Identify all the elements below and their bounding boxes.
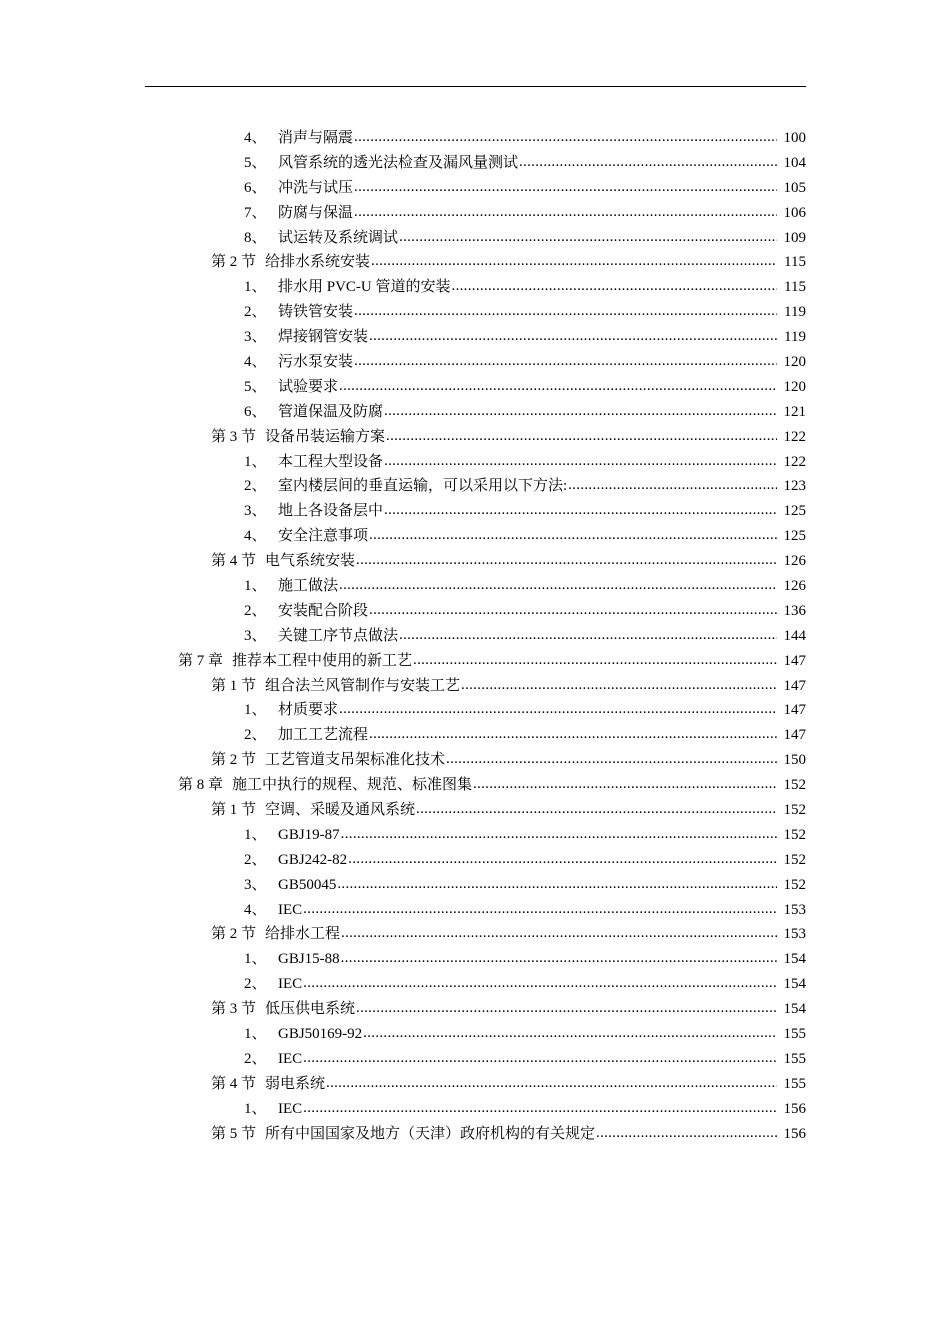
toc-page-number: 154	[783, 976, 806, 993]
toc-entry-title: IEC	[278, 1100, 303, 1117]
toc-entry-title: 电气系统安装	[265, 553, 356, 570]
toc-entry-number: 1、	[244, 1026, 267, 1042]
toc-dot-leader	[446, 753, 777, 768]
toc-dot-leader	[399, 629, 777, 644]
toc-page-number: 106	[783, 204, 806, 221]
toc-entry-number: 1、	[244, 279, 267, 296]
toc-entry-title: IEC	[278, 1050, 303, 1067]
toc-entry-number: 5、	[244, 378, 267, 395]
toc-dot-leader	[303, 1052, 777, 1067]
toc-entry-number: 6、	[244, 179, 267, 196]
toc-entry-title: GBJ15-88	[278, 951, 340, 968]
toc-entry-title: 管道保温及防腐	[278, 403, 384, 420]
toc-dot-leader	[341, 952, 777, 967]
toc-page-number: 147	[783, 727, 806, 744]
toc-dot-leader	[348, 853, 777, 868]
toc-entry-number: 5、	[244, 154, 267, 171]
toc-entry-title: 焊接钢管安装	[278, 329, 369, 346]
toc-page-number: 155	[783, 1075, 806, 1092]
toc-dot-leader	[452, 280, 777, 295]
toc-entry-title: 试验要求	[278, 378, 339, 395]
toc-dot-leader	[413, 654, 777, 669]
toc-dot-leader	[363, 1027, 777, 1042]
toc-dot-leader	[303, 977, 777, 992]
toc-dot-leader	[399, 231, 777, 246]
toc-dot-leader	[339, 579, 777, 594]
toc-page-number: 147	[783, 652, 806, 669]
toc-subsection-entry[interactable]	[0, 176, 950, 201]
toc-entry-title: 施工做法	[278, 577, 339, 594]
toc-page-number: 123	[783, 478, 806, 495]
toc-entry-number: 1、	[244, 577, 267, 594]
toc-section-entry[interactable]	[0, 425, 950, 450]
toc-subsection-entry[interactable]	[0, 1047, 950, 1072]
toc-page-number: 121	[783, 403, 806, 420]
toc-entry-number: 2、	[244, 727, 267, 744]
toc-section-entry[interactable]	[0, 674, 950, 699]
toc-page-number: 119	[784, 304, 806, 321]
toc-entry-title: 安装配合阶段	[278, 602, 369, 619]
toc-page-number: 150	[783, 752, 806, 769]
toc-dot-leader	[303, 1102, 777, 1117]
toc-chapter-entry[interactable]	[0, 773, 950, 798]
toc-page-number: 152	[783, 801, 806, 818]
toc-dot-leader	[303, 903, 777, 918]
toc-dot-leader	[371, 255, 777, 270]
toc-entry-title: 空调、采暖及通风系统	[265, 801, 416, 818]
toc-chapter-entry[interactable]	[0, 649, 950, 674]
toc-section-entry[interactable]	[0, 748, 950, 773]
toc-subsection-entry[interactable]	[0, 848, 950, 873]
toc-entry-title: 低压供电系统	[265, 1001, 356, 1018]
toc-entry-title: GBJ19-87	[278, 826, 340, 843]
toc-subsection-entry[interactable]	[0, 499, 950, 524]
toc-dot-leader	[339, 380, 777, 395]
toc-subsection-entry[interactable]	[0, 898, 950, 923]
toc-entry-number: 3、	[244, 876, 267, 893]
toc-subsection-entry[interactable]	[0, 1097, 950, 1122]
toc-page-number: 122	[783, 453, 806, 470]
toc-subsection-entry[interactable]	[0, 375, 950, 400]
toc-entry-title: 本工程大型设备	[278, 453, 384, 470]
toc-page-number: 115	[784, 254, 806, 271]
toc-entry-number: 第 4 节	[211, 1075, 257, 1092]
toc-section-entry[interactable]	[0, 1072, 950, 1097]
toc-dot-leader	[354, 206, 777, 221]
toc-dot-leader	[384, 455, 777, 470]
toc-page-number: 152	[783, 851, 806, 868]
toc-dot-leader	[369, 330, 777, 345]
toc-entry-number: 4、	[244, 353, 267, 370]
toc-entry-number: 第 2 节	[211, 752, 257, 769]
table-of-contents	[0, 126, 950, 1147]
toc-dot-leader	[356, 1002, 777, 1017]
toc-subsection-entry[interactable]	[0, 450, 950, 475]
toc-entry-number: 2、	[244, 304, 267, 321]
toc-subsection-entry[interactable]	[0, 300, 950, 325]
toc-dot-leader	[369, 529, 777, 544]
toc-page-number: 126	[783, 553, 806, 570]
toc-subsection-entry[interactable]	[0, 723, 950, 748]
toc-dot-leader	[354, 305, 777, 320]
toc-subsection-entry[interactable]	[0, 226, 950, 251]
toc-entry-title: 地上各设备层中	[278, 503, 384, 520]
toc-page-number: 115	[784, 279, 806, 296]
toc-subsection-entry[interactable]	[0, 947, 950, 972]
toc-entry-number: 3、	[244, 503, 267, 520]
toc-entry-title: 排水用 PVC-U 管道的安装	[278, 279, 451, 296]
toc-entry-title: 防腐与保温	[278, 204, 354, 221]
toc-entry-number: 6、	[244, 403, 267, 420]
toc-section-entry[interactable]	[0, 549, 950, 574]
toc-entry-number: 1、	[244, 1100, 267, 1117]
toc-entry-title: 组合法兰风管制作与安装工艺	[265, 677, 461, 694]
toc-entry-title: 工艺管道支吊架标准化技术	[265, 752, 446, 769]
toc-dot-leader	[369, 604, 777, 619]
toc-subsection-entry[interactable]	[0, 201, 950, 226]
toc-entry-title: 设备吊装运输方案	[265, 428, 386, 445]
toc-subsection-entry[interactable]	[0, 574, 950, 599]
toc-dot-leader	[341, 828, 777, 843]
toc-entry-number: 第 7 章	[178, 652, 224, 669]
toc-page-number: 125	[783, 503, 806, 520]
toc-entry-number: 第 1 节	[211, 677, 257, 694]
toc-entry-title: 给排水工程	[265, 926, 341, 943]
toc-entry-title: 消声与隔震	[278, 129, 354, 146]
toc-dot-leader	[386, 430, 777, 445]
toc-entry-number: 第 8 章	[178, 777, 224, 794]
toc-page-number: 109	[783, 229, 806, 246]
toc-subsection-entry[interactable]	[0, 873, 950, 898]
toc-dot-leader	[568, 479, 777, 494]
toc-page-number: 120	[783, 378, 806, 395]
toc-page-number: 155	[783, 1026, 806, 1042]
toc-entry-title: 施工中执行的规程、规范、标准图集	[232, 777, 473, 794]
toc-entry-number: 3、	[244, 627, 267, 644]
toc-page-number: 105	[783, 179, 806, 196]
toc-entry-number: 第 3 节	[211, 428, 257, 445]
toc-entry-title: 加工工艺流程	[278, 727, 369, 744]
toc-entry-number: 第 4 节	[211, 553, 257, 570]
toc-dot-leader	[416, 803, 777, 818]
toc-entry-title: 推荐本工程中使用的新工艺	[232, 652, 413, 669]
toc-dot-leader	[519, 156, 777, 171]
toc-subsection-entry[interactable]	[0, 474, 950, 499]
toc-entry-title: 安全注意事项	[278, 528, 369, 545]
toc-subsection-entry[interactable]	[0, 698, 950, 723]
toc-subsection-entry[interactable]	[0, 325, 950, 350]
toc-subsection-entry[interactable]	[0, 275, 950, 300]
toc-page-number: 100	[783, 129, 806, 146]
toc-entry-title: 风管系统的透光法检查及漏风量测试	[278, 154, 519, 171]
toc-page-number: 152	[783, 826, 806, 843]
toc-page-number: 122	[783, 428, 806, 445]
toc-entry-number: 2、	[244, 602, 267, 619]
toc-section-entry[interactable]	[0, 923, 950, 948]
toc-section-entry[interactable]	[0, 997, 950, 1022]
toc-entry-title: 试运转及系统调试	[278, 229, 399, 246]
toc-dot-leader	[384, 504, 777, 519]
toc-dot-leader	[354, 131, 777, 146]
toc-entry-title: 所有中国国家及地方（天津）政府机构的有关规定	[265, 1125, 596, 1142]
toc-dot-leader	[354, 355, 777, 370]
toc-dot-leader	[341, 927, 777, 942]
toc-dot-leader	[354, 181, 777, 196]
toc-dot-leader	[384, 405, 777, 420]
toc-entry-title: IEC	[278, 901, 303, 918]
toc-page-number: 120	[783, 353, 806, 370]
toc-page-number: 144	[783, 627, 806, 644]
header-rule	[145, 86, 806, 87]
toc-entry-title: GB50045	[278, 876, 337, 893]
toc-subsection-entry[interactable]	[0, 823, 950, 848]
toc-entry-number: 4、	[244, 528, 267, 545]
toc-entry-title: 污水泵安装	[278, 353, 354, 370]
toc-subsection-entry[interactable]	[0, 400, 950, 425]
toc-section-entry[interactable]	[0, 1122, 950, 1147]
toc-page-number: 154	[783, 1001, 806, 1018]
toc-subsection-entry[interactable]	[0, 350, 950, 375]
toc-entry-number: 第 5 节	[211, 1125, 257, 1142]
toc-dot-leader	[369, 728, 777, 743]
toc-entry-number: 4、	[244, 129, 267, 146]
toc-page-number: 153	[783, 901, 806, 918]
toc-entry-title: IEC	[278, 976, 303, 993]
toc-entry-number: 1、	[244, 826, 267, 843]
toc-subsection-entry[interactable]	[0, 524, 950, 549]
toc-page-number: 156	[783, 1100, 806, 1117]
toc-entry-title: 给排水系统安装	[265, 254, 371, 271]
toc-subsection-entry[interactable]	[0, 624, 950, 649]
toc-page-number: 156	[783, 1125, 806, 1142]
toc-subsection-entry[interactable]	[0, 599, 950, 624]
toc-entry-title: 弱电系统	[265, 1075, 326, 1092]
toc-entry-number: 1、	[244, 951, 267, 968]
toc-entry-number: 第 3 节	[211, 1001, 257, 1018]
toc-entry-number: 第 2 节	[211, 254, 257, 271]
toc-page-number: 154	[783, 951, 806, 968]
toc-section-entry[interactable]	[0, 250, 950, 275]
toc-entry-number: 第 2 节	[211, 926, 257, 943]
toc-entry-title: GBJ242-82	[278, 851, 348, 868]
toc-page-number: 155	[783, 1050, 806, 1067]
toc-dot-leader	[461, 679, 777, 694]
toc-subsection-entry[interactable]	[0, 151, 950, 176]
toc-entry-number: 2、	[244, 478, 267, 495]
toc-entry-number: 7、	[244, 204, 267, 221]
toc-entry-title: 室内楼层间的垂直运输，可以采用以下方法:	[278, 478, 568, 495]
toc-subsection-entry[interactable]	[0, 972, 950, 997]
toc-page-number: 136	[783, 602, 806, 619]
toc-entry-number: 4、	[244, 901, 267, 918]
toc-page-number: 119	[784, 329, 806, 346]
toc-page-number: 125	[783, 528, 806, 545]
toc-dot-leader	[339, 703, 777, 718]
toc-page-number: 104	[783, 154, 806, 171]
toc-page-number: 126	[783, 577, 806, 594]
toc-entry-number: 第 1 节	[211, 801, 257, 818]
toc-dot-leader	[326, 1077, 777, 1092]
toc-page-number: 153	[783, 926, 806, 943]
toc-entry-number: 3、	[244, 329, 267, 346]
toc-page-number: 152	[783, 876, 806, 893]
toc-dot-leader	[337, 878, 777, 893]
toc-entry-number: 8、	[244, 229, 267, 246]
toc-entry-title: 材质要求	[278, 702, 339, 719]
toc-page-number: 147	[783, 677, 806, 694]
toc-dot-leader	[596, 1127, 777, 1142]
toc-subsection-entry[interactable]	[0, 1022, 950, 1047]
toc-entry-title: GBJ50169-92	[278, 1026, 363, 1042]
toc-page-number: 147	[783, 702, 806, 719]
toc-section-entry[interactable]	[0, 798, 950, 823]
toc-entry-number: 1、	[244, 453, 267, 470]
toc-entry-title: 关键工序节点做法	[278, 627, 399, 644]
toc-dot-leader	[473, 778, 777, 793]
toc-dot-leader	[356, 554, 777, 569]
toc-entry-number: 2、	[244, 1050, 267, 1067]
toc-entry-number: 2、	[244, 851, 267, 868]
toc-page-number: 152	[783, 777, 806, 794]
toc-entry-number: 2、	[244, 976, 267, 993]
toc-entry-title: 铸铁管安装	[278, 304, 354, 321]
toc-subsection-entry[interactable]	[0, 126, 950, 151]
toc-entry-number: 1、	[244, 702, 267, 719]
toc-entry-title: 冲洗与试压	[278, 179, 354, 196]
